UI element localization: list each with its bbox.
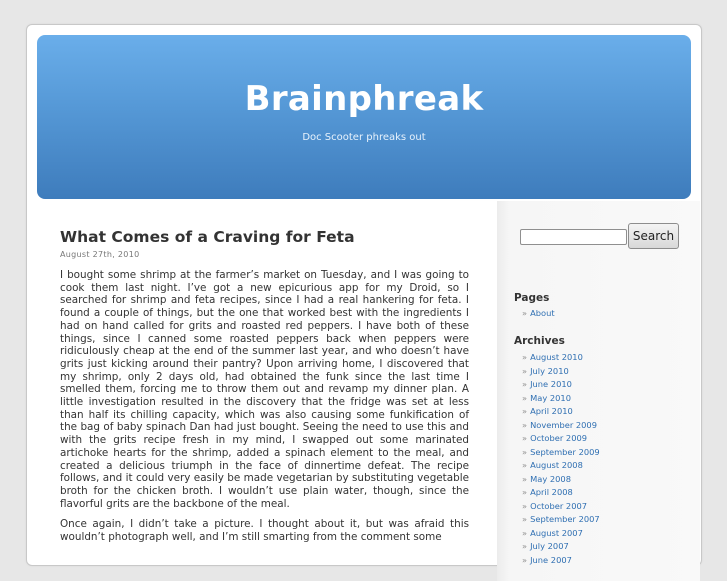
bullet-icon: » <box>522 473 528 484</box>
pages-heading: Pages <box>514 292 550 304</box>
archive-link[interactable]: July 2010 <box>530 365 569 376</box>
post-paragraph: Once again, I didn’t take a picture. I thought about it, but was afraid this wouldn’t photograph well, and I’m still smarting from the comment some <box>60 518 469 544</box>
sidebar <box>497 201 700 581</box>
bullet-icon: » <box>522 446 528 457</box>
bullet-icon: » <box>522 541 528 551</box>
bullet-icon: » <box>522 379 528 389</box>
page-item[interactable] <box>522 307 555 321</box>
post-date: August 27th, 2010 <box>60 250 140 259</box>
archive-link[interactable]: October 2007 <box>530 500 588 511</box>
bullet-icon: » <box>522 308 528 318</box>
blog-description: Doc Scooter phreaks out <box>302 132 426 143</box>
bullet-icon: » <box>522 352 528 362</box>
bullet-icon: » <box>522 392 528 403</box>
bullet-icon: » <box>522 527 528 538</box>
archive-item[interactable] <box>522 540 600 554</box>
archive-link[interactable]: April 2010 <box>530 406 573 416</box>
archive-item[interactable] <box>522 392 600 406</box>
archive-link[interactable]: April 2008 <box>530 487 573 497</box>
archive-link[interactable]: August 2008 <box>530 460 583 470</box>
archive-item[interactable] <box>522 365 600 379</box>
archive-link[interactable]: June 2010 <box>530 379 572 389</box>
blog-title-link[interactable]: Brainphreak <box>244 79 484 119</box>
archive-link[interactable]: November 2009 <box>530 419 597 430</box>
bullet-icon: » <box>522 460 528 470</box>
archive-link[interactable]: September 2009 <box>530 446 600 457</box>
bullet-icon: » <box>522 554 528 565</box>
main-content <box>60 228 469 544</box>
archive-link[interactable]: July 2007 <box>530 541 569 551</box>
archive-link[interactable]: May 2008 <box>530 473 571 484</box>
post-paragraph: I bought some shrimp at the farmer’s market on Tuesday, and I was going to cook them last night. I’ve got a new epicurious app for my Droid, so I searched for shrimp and feta recipes, since I had a real hankering for feta. I found a couple of things, but the one that worked best with the ingredients I had on hand called for grits and roasted red peppers. I have both of these things, since I canned some roasted peppers back when peppers were ridiculously cheap at the end of the summer last year, and who doesn’t have grits just kicking around their pantry? Upon arriving home, I discovered that my shrimp, only 2 days old, had obtained the funk since the last time I smelled them, forcing me to throw them out and revamp my dinner plan. A little investigation resulted in the discovery that the fridge was set at less than half its chilling capacity, which was also causing some funkification of the bag of baby spinach Dan had just bought. Seeing the need to use this and with the grits recipe fresh in my mind, I swapped out some marinated artichoke hearts for the shrimp, added a spinach element to the meal, and created a delicious triumph in the face of dinnertime defeat. The recipe follows, and it could very easily be made vegetarian by substituting vegetable broth for the chicken broth. I wouldn’t use plain water, though, since the flavorful grits are the backbone of the meal. <box>60 269 469 510</box>
search-input[interactable] <box>520 229 627 245</box>
bullet-icon: » <box>522 419 528 430</box>
blog-header <box>37 35 691 199</box>
archive-link[interactable]: October 2009 <box>530 433 588 443</box>
search-button[interactable]: Search <box>628 223 679 249</box>
page-link[interactable]: About <box>530 308 555 318</box>
archive-item[interactable] <box>522 500 600 514</box>
archive-link[interactable]: September 2007 <box>530 514 600 524</box>
archive-item[interactable] <box>522 419 600 433</box>
archive-item[interactable] <box>522 473 600 487</box>
archive-link[interactable]: May 2010 <box>530 392 571 403</box>
archives-heading: Archives <box>514 335 565 347</box>
archive-item[interactable] <box>522 378 600 392</box>
bullet-icon: » <box>522 514 528 524</box>
archive-item[interactable] <box>522 446 600 460</box>
archive-item[interactable] <box>522 527 600 541</box>
archive-item[interactable] <box>522 351 600 365</box>
post-title-link[interactable]: What Comes of a Craving for Feta <box>60 228 355 246</box>
bullet-icon: » <box>522 433 528 443</box>
bullet-icon: » <box>522 365 528 376</box>
archive-link[interactable]: August 2010 <box>530 352 583 362</box>
bullet-icon: » <box>522 406 528 416</box>
archive-item[interactable] <box>522 405 600 419</box>
archive-item[interactable] <box>522 513 600 527</box>
page-container <box>26 24 702 566</box>
bullet-icon: » <box>522 487 528 497</box>
archives-list <box>522 351 600 567</box>
bullet-icon: » <box>522 500 528 511</box>
pages-list <box>522 307 555 321</box>
archive-link[interactable]: June 2007 <box>530 554 572 565</box>
archive-item[interactable] <box>522 432 600 446</box>
archive-link[interactable]: August 2007 <box>530 527 583 538</box>
archive-item[interactable] <box>522 554 600 568</box>
archive-item[interactable] <box>522 486 600 500</box>
archive-item[interactable] <box>522 459 600 473</box>
